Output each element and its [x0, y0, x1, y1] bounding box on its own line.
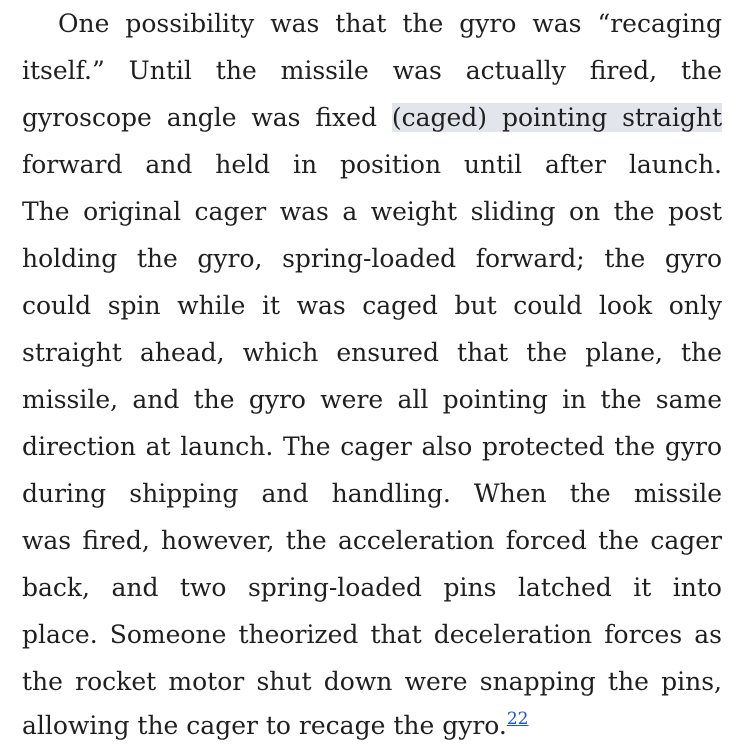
- text-line: during shipping and handling. When the missile: [22, 479, 722, 508]
- text-line: forward and held in position until after launch.: [22, 150, 722, 179]
- text-line: [22, 702, 722, 750]
- text-line: missile, and the gyro were all pointing in the same: [22, 385, 722, 414]
- text-line: place. Someone theorized that deceleration forces as: [22, 620, 722, 649]
- text-span: allowing the cager to recage the gyro.: [22, 711, 507, 740]
- text-line: holding the gyro, spring-loaded forward; the gyro: [22, 244, 722, 273]
- text-line: back, and two spring-loaded pins latched it into: [22, 573, 722, 602]
- reader-page: [22, 0, 722, 750]
- text-selection-highlight[interactable]: (caged) pointing straight: [391, 103, 722, 132]
- text-span: gyroscope angle was fixed: [22, 103, 377, 132]
- text-line: could spin while it was caged but could look only: [22, 291, 722, 320]
- text-line: [22, 94, 722, 142]
- text-line: was fired, however, the acceleration forced the cager: [22, 526, 722, 555]
- text-line: the rocket motor shut down were snapping the pins,: [22, 667, 722, 696]
- footnote-link[interactable]: 22: [506, 709, 529, 729]
- text-line: direction at launch. The cager also protected the gyro: [22, 432, 722, 461]
- text-line: straight ahead, which ensured that the plane, the: [22, 338, 722, 367]
- text-line: The original cager was a weight sliding on the post: [22, 197, 722, 226]
- text-line: One possibility was that the gyro was “recaging: [58, 9, 722, 38]
- text-line: itself.” Until the missile was actually fired, the: [22, 56, 722, 85]
